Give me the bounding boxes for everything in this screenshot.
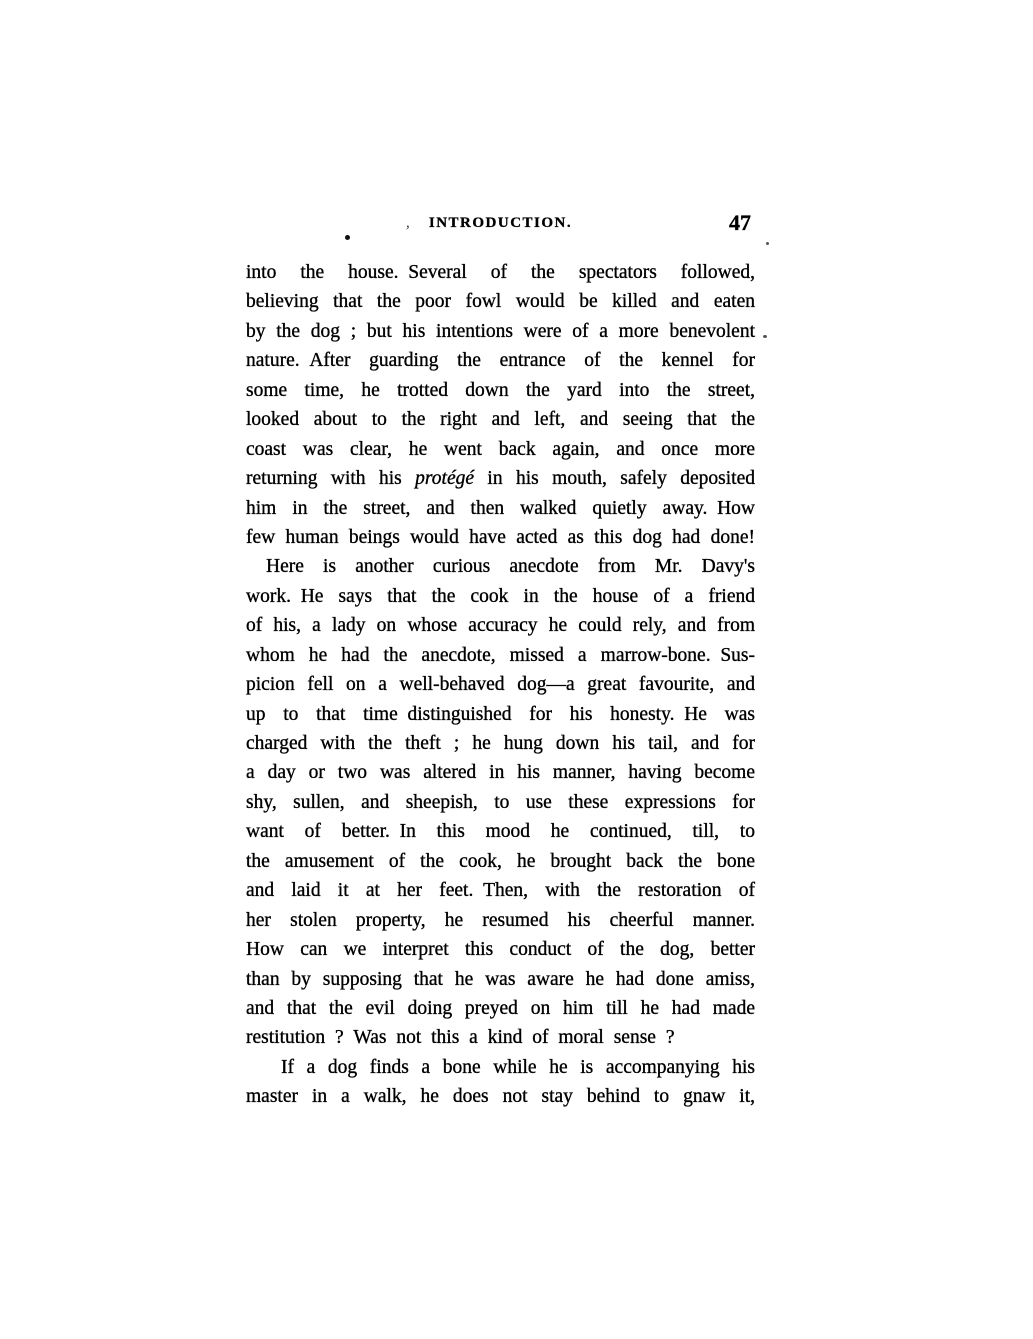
text-line: of his, a lady on whose accuracy he could rely, and from (246, 615, 755, 637)
italic-word: protégé (415, 468, 474, 490)
text-line-paragraph-start: If a dog finds a bone while he is accompanying his (281, 1056, 755, 1078)
scan-speck (766, 242, 769, 245)
text-line: picion fell on a well-behaved dog—a great favourite, and (246, 674, 755, 696)
text-line: by the dog ; but his intentions were of a more benevolent (246, 320, 755, 342)
text-line: few human beings would have acted as this dog had done! (246, 526, 755, 548)
text-line: nature. After guarding the entrance of the kennel for (246, 350, 755, 372)
text-line: the amusement of the cook, he brought back the bone (246, 850, 755, 872)
text-segment: returning with his (246, 468, 416, 490)
text-segment: in his mouth, safely deposited (474, 468, 755, 490)
text-line: a day or two was altered in his manner, having become (246, 762, 755, 784)
text-line-paragraph-end: restitution ? Was not this a kind of moral sense ? (246, 1027, 675, 1049)
text-line: her stolen property, he resumed his cheerful manner. (246, 909, 755, 931)
text-line: looked about to the right and left, and seeing that the (246, 409, 755, 431)
page-number: 47 (729, 210, 751, 235)
scan-speck (345, 235, 350, 240)
text-line: and that the evil doing preyed on him till he had made (246, 997, 755, 1019)
text-line: work. He says that the cook in the house of a friend (246, 585, 755, 607)
text-line: than by supposing that he was aware he had done amiss, (246, 968, 755, 990)
scan-speck (763, 335, 767, 338)
running-header (246, 210, 755, 239)
text-line: shy, sullen, and sheepish, to use these expressions for (246, 791, 755, 813)
running-title: INTRODUCTION. (428, 215, 573, 231)
text-line: whom he had the anecdote, missed a marrow-bone. Sus- (246, 644, 755, 666)
text-line: and laid it at her feet. Then, with the restoration of (246, 880, 755, 902)
text-line (246, 464, 755, 493)
text-line-paragraph-start: Here is another curious anecdote from Mr. Davy's (266, 556, 755, 578)
text-line: coast was clear, he went back again, and once more (246, 438, 755, 460)
text-line: master in a walk, he does not stay behind to gnaw it, (246, 1086, 755, 1108)
text-line: want of better. In this mood he continued, till, to (246, 821, 755, 843)
text-line: some time, he trotted down the yard into the street, (246, 379, 755, 401)
text-line: him in the street, and then walked quietly away. How (246, 497, 755, 519)
text-line: How can we interpret this conduct of the dog, better (246, 939, 755, 961)
text-block (246, 258, 755, 1112)
text-line: up to that time distinguished for his honesty. He was (246, 703, 755, 725)
text-line: into the house. Several of the spectators followed, (246, 262, 755, 283)
scan-speck: , (406, 215, 410, 231)
text-line: charged with the theft ; he hung down his tail, and for (246, 733, 755, 754)
text-line: believing that the poor fowl would be killed and eaten (246, 291, 755, 313)
